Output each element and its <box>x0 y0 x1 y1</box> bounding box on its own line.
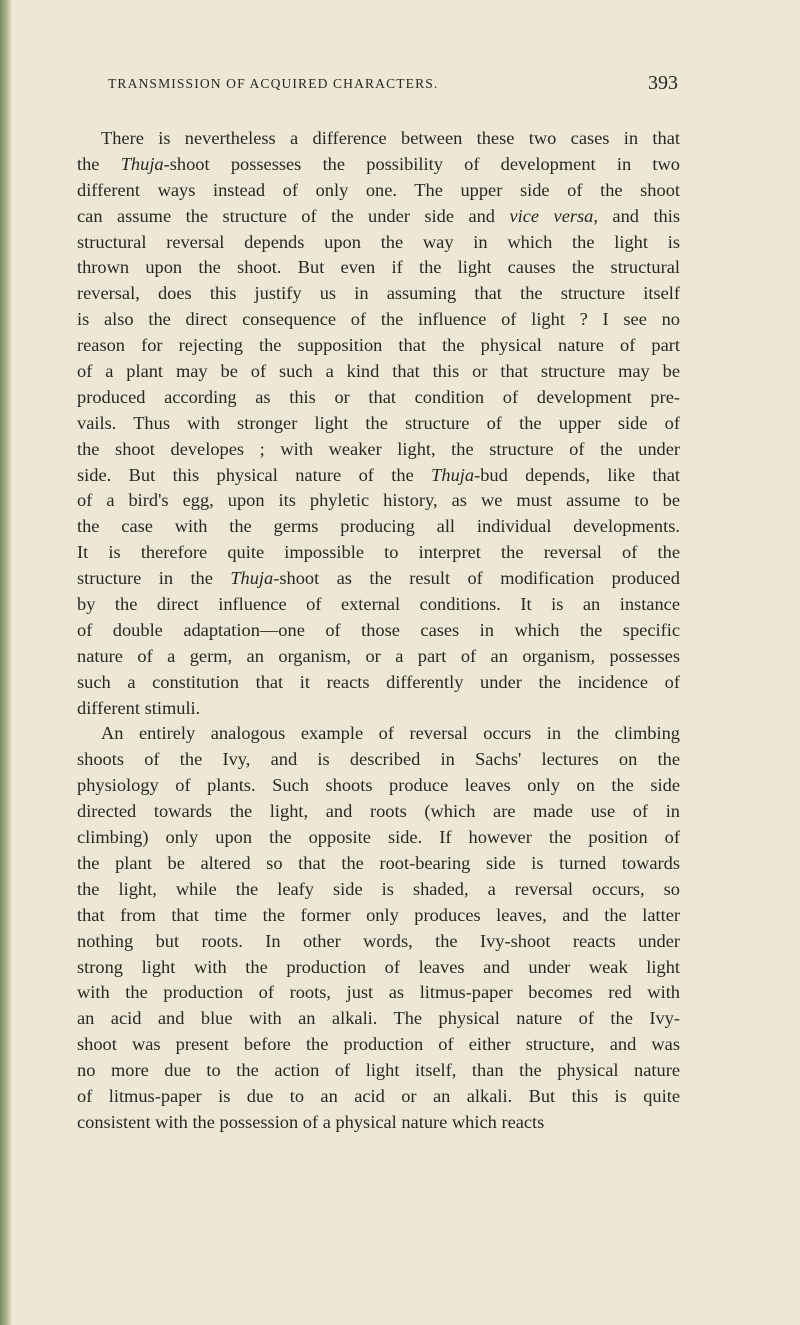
text-line: of a plant may be of such a kind that this or that structure may be <box>77 361 680 382</box>
text-line: An entirely analogous example of reversal occurs in the climbing <box>101 723 680 744</box>
text-line: It is therefore quite impossible to interpret the reversal of the <box>77 542 680 563</box>
text-line: the plant be altered so that the root-bearing side is turned towards <box>77 852 680 873</box>
page-binding-edge <box>0 0 12 1325</box>
italic-term: Thuja <box>230 568 274 589</box>
text-line: structure in the Thuja-shoot as the result of modification produced <box>77 568 680 589</box>
text-line: is also the direct consequence of the influence of light ? I see no <box>77 309 680 330</box>
text-line: nothing but roots. In other words, the Ivy-shoot reacts under <box>77 930 680 951</box>
text-line: structural reversal depends upon the way in which the light is <box>77 231 680 252</box>
text-line: the shoot developes ; with weaker light, the structure of the under <box>77 438 680 459</box>
page-number: 393 <box>648 72 678 94</box>
italic-term: Thuja <box>120 153 164 174</box>
text-line: side. But this physical nature of the Thuja-bud depends, like that <box>77 464 680 485</box>
italic-term: Thuja <box>431 464 475 485</box>
text-line: the case with the germs producing all individual developments. <box>77 516 680 537</box>
text-line: shoots of the Ivy, and is described in Sachs' lectures on the <box>77 749 680 770</box>
text-line: reversal, does this justify us in assuming that the structure itself <box>77 283 680 304</box>
text-line: directed towards the light, and roots (which are made use of in <box>77 801 680 822</box>
text-line: can assume the structure of the under side and vice versa, and this <box>77 205 680 226</box>
text-line: with the production of roots, just as litmus-paper becomes red with <box>77 982 680 1003</box>
text-line: of a bird's egg, upon its phyletic history, as we must assume to be <box>77 490 680 511</box>
text-line: an acid and blue with an alkali. The physical nature of the Ivy- <box>77 1008 680 1029</box>
text-line: reason for rejecting the supposition that the physical nature of part <box>77 335 680 356</box>
text-line: climbing) only upon the opposite side. If however the position of <box>77 827 680 848</box>
text-line: produced according as this or that condition of development pre- <box>77 386 680 407</box>
text-line: no more due to the action of light itself, than the physical nature <box>77 1060 680 1081</box>
running-title: TRANSMISSION OF ACQUIRED CHARACTERS. <box>108 76 439 91</box>
text-line: different stimuli. <box>77 697 201 718</box>
text-line: strong light with the production of leaves and under weak light <box>77 956 680 977</box>
text-line: of litmus-paper is due to an acid or an alkali. But this is quite <box>77 1085 680 1106</box>
text-line: thrown upon the shoot. But even if the light causes the structural <box>77 257 680 278</box>
text-line: physiology of plants. Such shoots produce leaves only on the side <box>77 775 680 796</box>
text-line: vails. Thus with stronger light the structure of the upper side of <box>77 412 680 433</box>
text-line: There is nevertheless a difference between these two cases in that <box>101 128 680 148</box>
italic-term: vice versa <box>509 205 594 226</box>
running-head <box>108 72 678 100</box>
text-line: consistent with the possession of a physical nature which reacts <box>77 1111 545 1132</box>
text-line: different ways instead of only one. The upper side of the shoot <box>77 179 680 200</box>
paragraph <box>77 721 680 1135</box>
text-line: shoot was present before the production of either structure, and was <box>77 1034 680 1055</box>
text-line: that from that time the former only produces leaves, and the latter <box>77 904 680 925</box>
text-line: of double adaptation—one of those cases in which the specific <box>77 619 680 640</box>
body-text <box>77 126 680 1136</box>
text-line: such a constitution that it reacts differently under the incidence of <box>77 671 680 692</box>
text-line: the Thuja-shoot possesses the possibility of development in two <box>77 153 680 174</box>
text-line: the light, while the leafy side is shaded, a reversal occurs, so <box>77 878 680 899</box>
paragraph <box>77 126 680 721</box>
text-line: nature of a germ, an organism, or a part of an organism, possesses <box>77 645 680 666</box>
text-line: by the direct influence of external conditions. It is an instance <box>77 594 680 615</box>
